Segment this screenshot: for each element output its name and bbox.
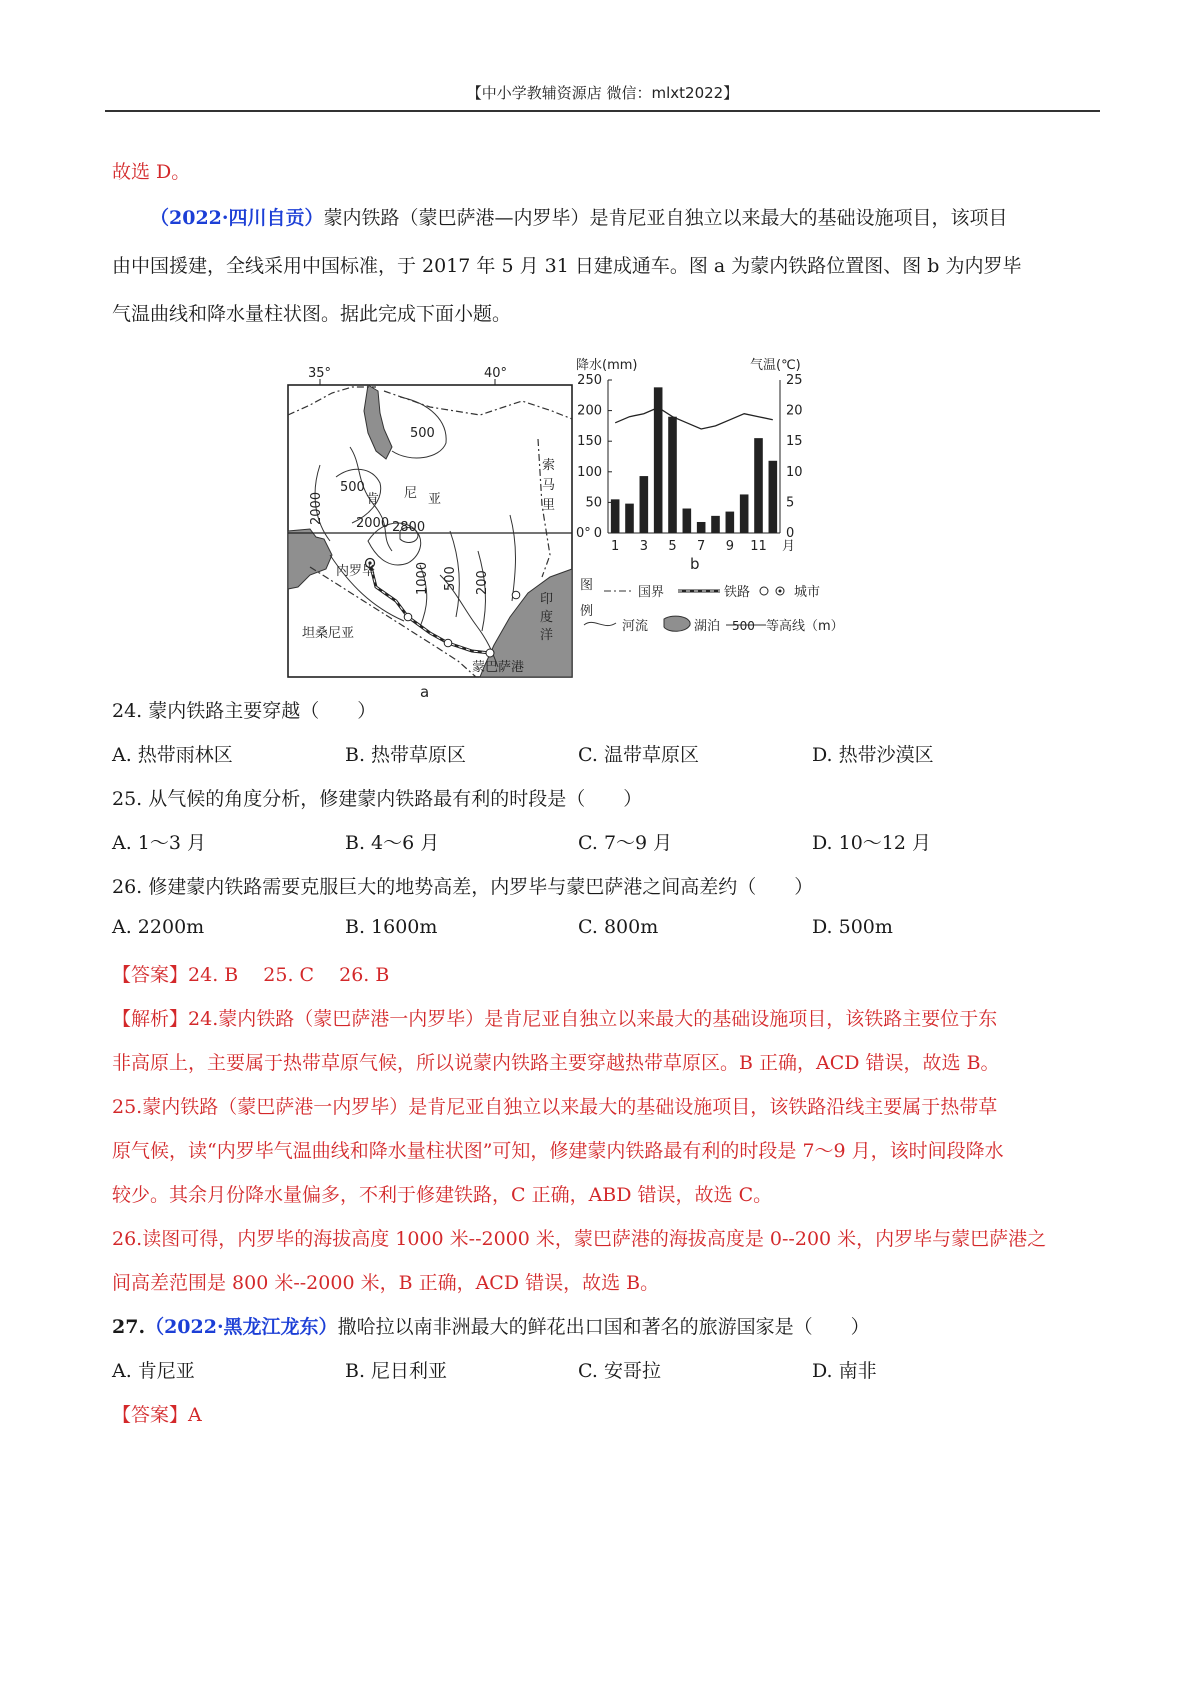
legend-contour-label: 等高线（m）	[766, 619, 844, 634]
legend-city-label: 城市	[794, 585, 821, 600]
q24-option-b: B. 热带草原区	[345, 744, 467, 766]
q27-number: 27.	[112, 1316, 146, 1338]
somalia-label-char: 里	[542, 498, 556, 513]
legend-river-symbol	[584, 622, 616, 625]
precip-bar	[726, 512, 735, 533]
precip-bar	[611, 499, 620, 533]
lon-35-label: 35°	[308, 366, 332, 381]
q24-option-c: C. 温带草原区	[578, 744, 699, 766]
legend-railway-label: 铁路	[724, 585, 751, 600]
legend-border-label: 国界	[638, 585, 665, 600]
ocean-label-char: 印	[540, 592, 554, 607]
precip-bar	[683, 509, 692, 533]
y-tick-right: 5	[786, 495, 795, 511]
analysis-text: 24.蒙内铁路（蒙巴萨港一内罗毕）是肯尼亚自独立以来最大的基础设施项目，该铁路主要位于东	[188, 1008, 998, 1030]
q27-option-c: C. 安哥拉	[578, 1360, 661, 1382]
answer-text: A	[188, 1404, 202, 1426]
analysis-line-3: 25.蒙内铁路（蒙巴萨港一内罗毕）是肯尼亚自独立以来最大的基础设施项目，该铁路沿线主要属于热带草	[112, 1096, 998, 1118]
analysis-line-6: 26.读图可得，内罗毕的海拔高度 1000 米--2000 米，蒙巴萨港的海拔高度是 0--200 米，内罗毕与蒙巴萨港之	[112, 1228, 1047, 1250]
precip-bar	[740, 494, 749, 533]
x-tick-label: 9	[725, 539, 734, 554]
legend-title-char: 例	[580, 604, 594, 619]
figure	[280, 355, 930, 735]
legend-river-label: 河流	[622, 619, 649, 634]
intro-line-2: 由中国援建，全线采用中国标准，于 2017 年 5 月 31 日建成通车。图 a 为蒙内铁路位置图、图 b 为内罗毕	[112, 255, 1022, 277]
x-tick-label: 1	[611, 539, 620, 554]
y-tick-left: 100	[577, 464, 602, 480]
contour-label: 2000	[309, 491, 324, 525]
kenya-label-char: 尼	[404, 486, 418, 501]
city-icon	[444, 639, 452, 647]
city-icon	[512, 591, 520, 599]
intro-text-1: 蒙内铁路（蒙巴萨港—内罗毕）是肯尼亚自独立以来最大的基础设施项目，该项目	[323, 207, 1008, 229]
analysis-line-7: 间高差范围是 800 米--2000 米，B 正确，ACD 错误，故选 B。	[112, 1272, 660, 1294]
contour-label: 2000	[356, 516, 390, 531]
x-tick-label: 5	[668, 539, 677, 554]
answer-block-1	[112, 960, 389, 987]
q26-option-a: A. 2200m	[112, 916, 205, 938]
y-tick-left: 50	[585, 495, 602, 511]
analysis-label: 【解析】	[112, 1008, 189, 1030]
contour-label: 500	[410, 426, 435, 441]
mombasa-city-icon	[486, 649, 494, 657]
y-tick-right: 25	[786, 373, 803, 388]
q27-source: （2022·黑龙江龙东）	[145, 1316, 338, 1338]
contour-label: 200	[475, 570, 490, 595]
q27-option-d: D. 南非	[812, 1360, 877, 1382]
answer-block-2	[112, 1400, 202, 1427]
lon-40-label: 40°	[484, 366, 508, 381]
y-tick-right: 10	[786, 464, 803, 480]
lat-0-label: 0°	[576, 526, 591, 541]
chart-bars	[611, 387, 777, 533]
chart-xlabels	[611, 539, 767, 554]
chart-ylabel-left: 降水(mm)	[576, 358, 638, 373]
y-tick-left: 250	[577, 373, 602, 388]
previous-answer-tail: 故选 D。	[112, 161, 191, 183]
answer-label: 【答案】	[112, 964, 189, 986]
q25-option-d: D. 10～12 月	[812, 832, 932, 854]
legend-title-char: 图	[580, 578, 594, 593]
chart-x-unit: 月	[782, 539, 796, 554]
q24-stem: 24. 蒙内铁路主要穿越（ ）	[112, 700, 377, 722]
precip-bar	[640, 476, 649, 533]
analysis-line-1	[112, 1004, 997, 1031]
q25-stem: 25. 从气候的角度分析，修建蒙内铁路最有利的时段是（ ）	[112, 788, 643, 810]
somalia-label-char: 马	[542, 478, 556, 493]
q27-stem	[112, 1312, 870, 1339]
city-icon	[404, 613, 412, 621]
q25-option-a: A. 1～3 月	[112, 832, 207, 854]
q25-option-c: C. 7～9 月	[578, 832, 673, 854]
intro-line-1	[150, 203, 1008, 230]
somalia-label-char: 索	[542, 458, 556, 473]
header-rule	[105, 110, 1100, 112]
chart-ylabel-right: 气温(℃)	[750, 358, 801, 373]
map-a	[288, 366, 594, 701]
q26-stem: 26. 修建蒙内铁路需要克服巨大的地势高差，内罗毕与蒙巴萨港之间高差约（ ）	[112, 876, 814, 898]
y-tick-left: 0	[593, 526, 602, 541]
y-tick-left: 150	[577, 434, 602, 450]
precip-bar	[668, 417, 677, 533]
analysis-line-2: 非高原上，主要属于热带草原气候，所以说蒙内铁路主要穿越热带草原区。B 正确，ACD 错误，故选 B。	[112, 1052, 1000, 1074]
contour-label: 500	[443, 566, 458, 591]
ocean-label-char: 洋	[540, 628, 554, 643]
answer-text: 24. B 25. C 26. B	[188, 964, 390, 986]
precip-bar	[711, 516, 720, 533]
tanzania-label: 坦桑尼亚	[302, 626, 355, 641]
analysis-line-4: 原气候，读“内罗毕气温曲线和降水量柱状图”可知，修建蒙内铁路最有利的时段是 7～9 月，该时间段降水	[112, 1140, 1004, 1162]
answer-label: 【答案】	[112, 1404, 189, 1426]
q24-option-d: D. 热带沙漠区	[812, 744, 934, 766]
kenya-label-char: 肯	[366, 492, 380, 507]
page-header: 【中小学教辅资源店 微信：mlxt2022】	[466, 84, 739, 102]
q27-option-b: B. 尼日利亚	[345, 1360, 448, 1382]
precip-bar	[754, 438, 763, 533]
y-tick-right: 0	[786, 526, 795, 541]
precip-bar	[625, 504, 634, 533]
q26-option-c: C. 800m	[578, 916, 659, 938]
chart-caption: b	[690, 555, 700, 573]
y-tick-left: 200	[577, 403, 602, 419]
analysis-line-5: 较少。其余月份降水量偏多，不利于修建铁路，C 正确，ABD 错误，故选 C。	[112, 1184, 773, 1206]
intro-line-3: 气温曲线和降水量柱状图。据此完成下面小题。	[112, 303, 512, 325]
q26-option-d: D. 500m	[812, 916, 893, 938]
legend-lake-label: 湖泊	[694, 619, 721, 634]
kenya-label-char: 亚	[428, 492, 442, 507]
x-tick-label: 7	[697, 539, 706, 554]
x-tick-label: 3	[639, 539, 648, 554]
map-caption: a	[420, 683, 430, 701]
intro-source: （2022·四川自贡）	[150, 207, 324, 229]
y-tick-right: 20	[786, 403, 803, 419]
contour-label: 2800	[392, 520, 426, 535]
nairobi-label: 内罗毕	[336, 564, 376, 579]
legend-contour-sample: 500	[732, 619, 755, 633]
contour-label: 500	[340, 480, 365, 495]
q27-text: 撒哈拉以南非洲最大的鲜花出口国和著名的旅游国家是（ ）	[337, 1316, 870, 1338]
x-tick-label: 11	[750, 539, 767, 554]
city-icon	[760, 587, 768, 595]
q27-option-a: A. 肯尼亚	[112, 1360, 195, 1382]
ocean-label-char: 度	[540, 610, 554, 625]
legend-lake-symbol	[664, 616, 690, 631]
temperature-line	[615, 408, 773, 430]
y-tick-right: 15	[786, 434, 803, 450]
climate-chart-b	[576, 357, 803, 573]
q26-option-b: B. 1600m	[345, 916, 438, 938]
precip-bar	[697, 522, 706, 533]
q24-option-a: A. 热带雨林区	[112, 744, 233, 766]
mombasa-label: 蒙巴萨港	[472, 660, 525, 675]
legend	[580, 578, 844, 634]
contour-label: 1000	[415, 561, 430, 595]
q25-option-b: B. 4～6 月	[345, 832, 440, 854]
precip-bar	[769, 461, 778, 533]
